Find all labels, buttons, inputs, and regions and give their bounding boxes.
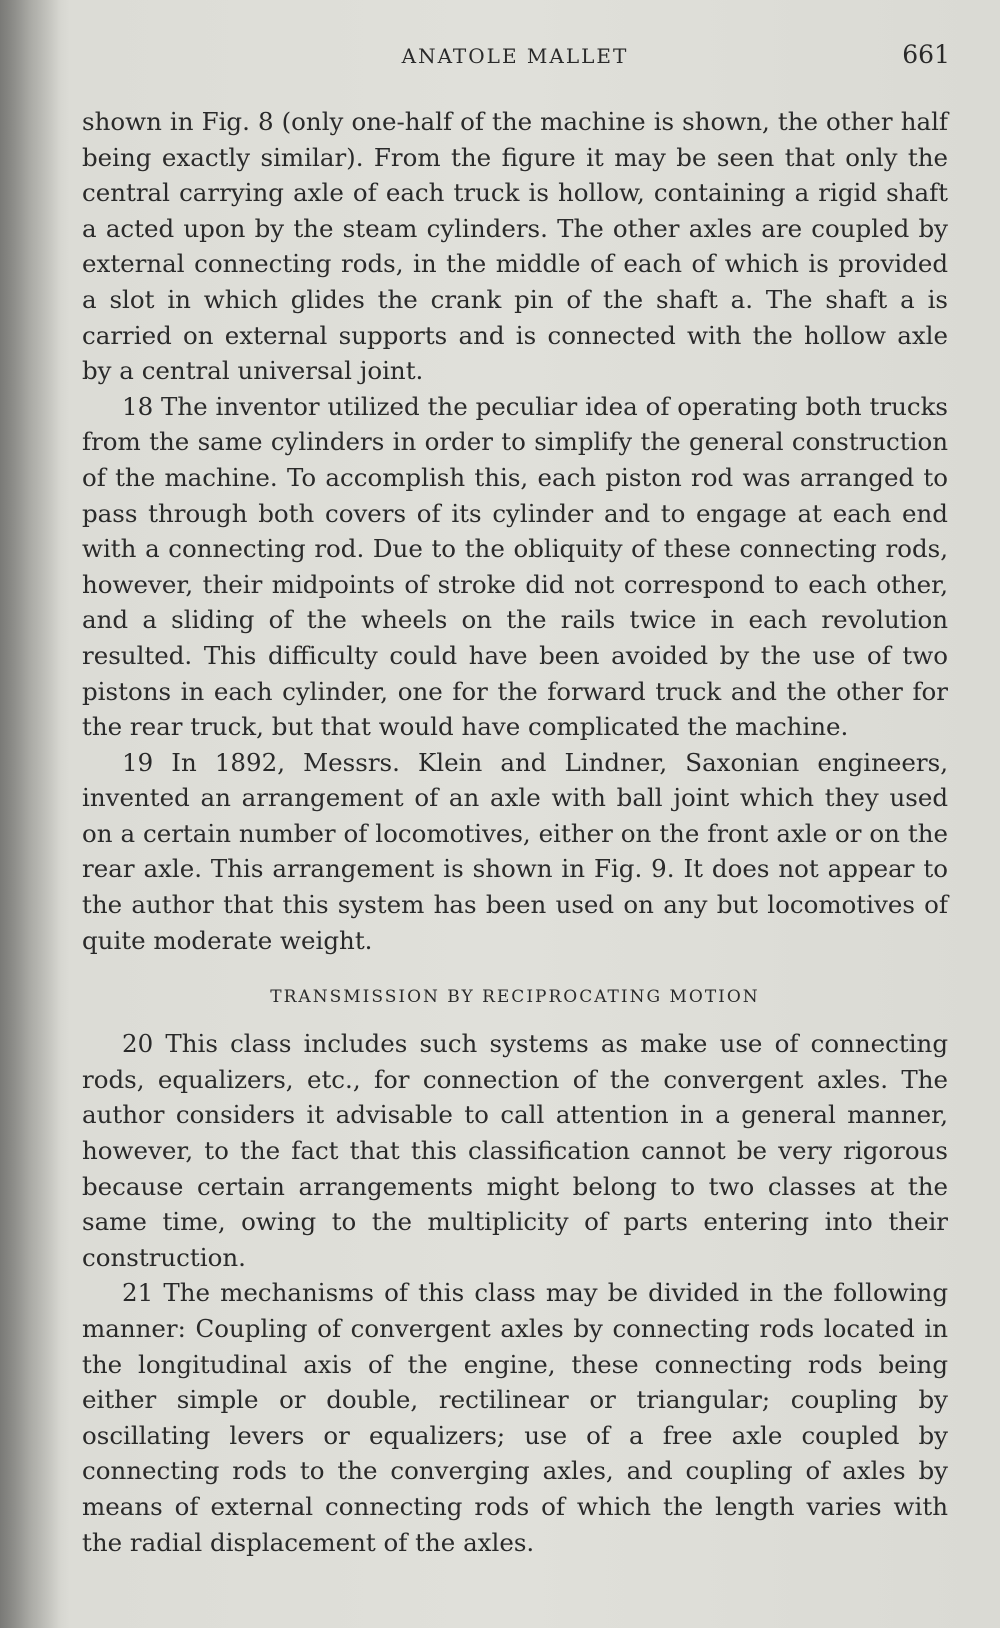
paragraph-continuation: shown in Fig. 8 (only one-half of the machine is shown, the other half being exactly similar). From the figure it may be seen that only the central carrying axle of each truck is hollow, containing a rigid shaft a acted upon by the steam cylinders. The other axles are coupled by external connecting rods, in the middle of each of which is provided a slot in which glides the crank pin of the shaft a. The shaft a is carried on external supports and is connected with the hollow axle by a central universal joint. — [82, 107, 948, 386]
paragraph-20: 20 This class includes such systems as make use of connecting rods, equalizers, etc., for connection of the convergent axles. The author considers it advisable to call attention in a general manner, however, to the fact that this classification cannot be very rigorous because certain arrangements might belong to two classes at the same time, owing to the multiplicity of parts entering into their construction. — [82, 1029, 948, 1272]
page-header — [80, 40, 950, 70]
section-heading: TRANSMISSION BY RECIPROCATING MOTION — [270, 987, 760, 1008]
paragraph-19: 19 In 1892, Messrs. Klein and Lindner, Saxonian engineers, invented an arrangement of an axle with ball joint which they used on a certain number of locomotives, either on the front axle or on the rear axle. This arrangement is shown in Fig. 9. It does not appear to the author that this system has been used on any but locomotives of quite moderate weight. — [82, 747, 948, 955]
gutter-shadow — [0, 0, 60, 1628]
page-number: 661 — [902, 40, 950, 69]
paragraph-18: 18 The inventor utilized the peculiar idea of operating both trucks from the same cylinders in order to simplify the general construction of the machine. To accomplish this, each piston rod was arranged to pass through both covers of its cylinder and to engage at each end with a connecting rod. Due to the obliquity of these connecting rods, however, their midpoints of stroke did not correspond to each other, and a sliding of the wheels on the rails twice in each revolution resulted. This difficulty could have been avoided by the use of two pistons in each cylinder, one for the forward truck and the other for the rear truck, but that would have complicated the machine. — [82, 391, 948, 742]
page-body — [82, 104, 948, 1560]
running-head: ANATOLE MALLET — [401, 44, 629, 68]
paragraph-21: 21 The mechanisms of this class may be divided in the following manner: Coupling of convergent axles by connecting rods located in the longitudinal axis of the engine, these connecting rods being either simple or double, rectilinear or triangular; coupling by oscillating levers or equalizers; use of a free axle coupled by connecting rods to the converging axles, and coupling of axles by means of external connecting rods of which the length varies with the radial displacement of the axles. — [82, 1278, 948, 1557]
